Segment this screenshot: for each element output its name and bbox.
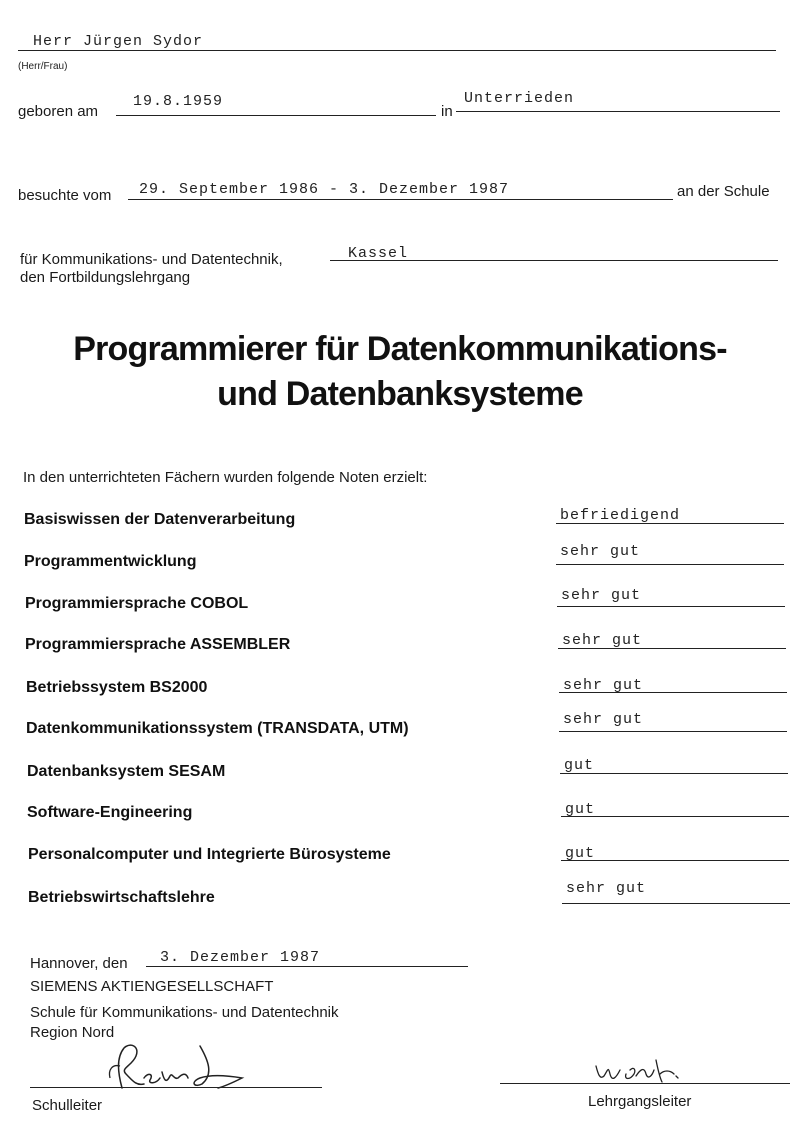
grade-value: sehr gut (562, 632, 643, 649)
region-name: Region Nord (30, 1024, 115, 1041)
left-signature (90, 1038, 260, 1093)
grade-rule (556, 564, 784, 565)
grade-rule (558, 648, 786, 649)
school-line1: für Kommunikations- und Datentechnik, (20, 251, 283, 268)
school-name: Schule für Kommunikations- und Datentechnik (30, 1004, 339, 1021)
grade-value: gut (564, 757, 595, 774)
grade-rule (561, 860, 789, 861)
subject-label: Software-Engineering (27, 804, 193, 821)
born-value: 19.8.1959 (133, 93, 224, 110)
place-date-label: Hannover, den (30, 955, 128, 972)
place-rule (456, 111, 780, 112)
subject-label: Programmiersprache COBOL (25, 595, 249, 612)
subject-label: Datenkommunikationssystem (TRANSDATA, UTM) (26, 720, 409, 737)
grade-value: sehr gut (563, 711, 644, 728)
right-signature-rule (500, 1083, 790, 1084)
city-rule (330, 260, 778, 261)
right-signer: Lehrgangsleiter (588, 1093, 692, 1110)
attended-label: besuchte vom (18, 187, 112, 204)
subject-label: Datenbanksystem SESAM (27, 763, 226, 780)
grade-rule (557, 606, 785, 607)
subject-label: Basiswissen der Datenverarbeitung (24, 511, 296, 528)
grades-intro: In den unterrichteten Fächern wurden folgende Noten erzielt: (23, 469, 428, 486)
course-title-line2: und Datenbanksysteme (217, 375, 583, 413)
attended-value: 29. September 1986 - 3. Dezember 1987 (139, 181, 510, 198)
grade-value: sehr gut (560, 543, 641, 560)
grade-value: gut (565, 801, 596, 818)
date-value: 3. Dezember 1987 (160, 949, 321, 966)
course-title-line1: Programmierer für Datenkommunikations- (73, 330, 727, 368)
date-rule (146, 966, 468, 967)
place-value: Unterrieden (464, 90, 575, 107)
school-suffix: an der Schule (677, 183, 770, 200)
company-name: SIEMENS AKTIENGESELLSCHAFT (30, 978, 274, 995)
grade-rule (560, 773, 788, 774)
born-rule (116, 115, 436, 116)
left-signer: Schulleiter (32, 1097, 103, 1114)
subject-label: Betriebssystem BS2000 (26, 679, 208, 696)
name-caption: (Herr/Frau) (18, 61, 68, 72)
grade-rule (559, 692, 787, 693)
attended-rule (128, 199, 673, 200)
name-value: Herr Jürgen Sydor (33, 33, 204, 50)
name-rule (18, 50, 776, 51)
subject-label: Personalcomputer und Integrierte Bürosysteme (28, 846, 391, 863)
grade-value: befriedigend (560, 507, 681, 524)
grade-value: sehr gut (561, 587, 642, 604)
in-label: in (441, 103, 453, 120)
subject-label: Betriebswirtschaftslehre (28, 889, 215, 906)
grade-value: sehr gut (563, 677, 644, 694)
grade-value: sehr gut (566, 880, 647, 897)
subject-label: Programmiersprache ASSEMBLER (25, 636, 291, 653)
school-line2: den Fortbildungslehrgang (20, 269, 191, 286)
grade-rule (562, 903, 790, 904)
grade-value: gut (565, 845, 596, 862)
grade-rule (556, 523, 784, 524)
city-value: Kassel (348, 245, 409, 262)
grade-rule (561, 816, 789, 817)
grade-rule (559, 731, 787, 732)
left-signature-rule (30, 1087, 322, 1088)
subject-label: Programmentwicklung (24, 553, 197, 570)
born-label: geboren am (18, 103, 99, 120)
